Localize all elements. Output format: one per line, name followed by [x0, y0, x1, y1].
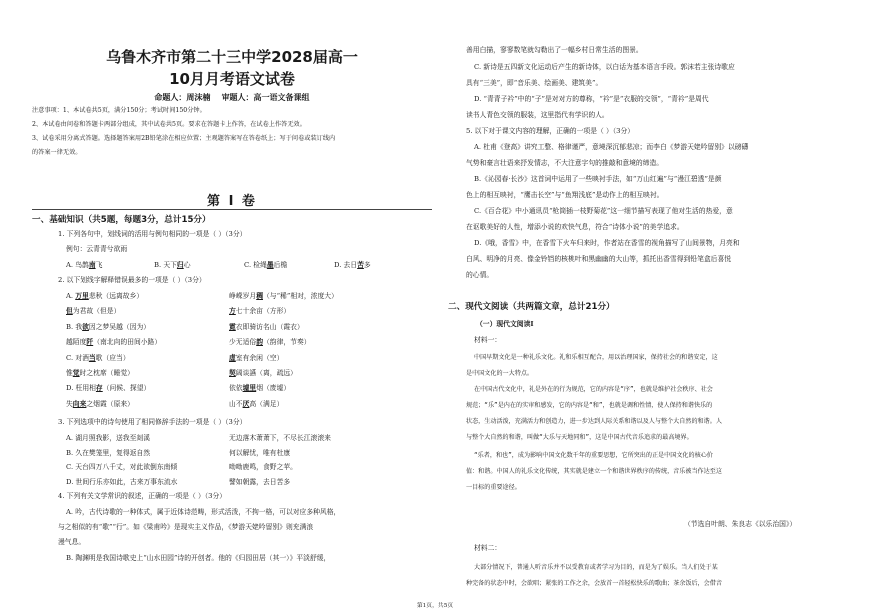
- option-text: 为君故（但是）: [72, 307, 121, 316]
- option-text: C. 对酒: [66, 353, 89, 362]
- option-text: 高（满足）: [249, 399, 284, 408]
- q2-option-right: [229, 352, 283, 362]
- q3-option-left: A. 湖月照我影，送我至剡溪: [66, 434, 150, 442]
- option-text: （问候、探望）: [102, 384, 151, 393]
- q2-option-right: [229, 398, 283, 408]
- underlined-term: 向来: [72, 399, 87, 408]
- note-line: 3、试卷采用分离式答题。选择题答案用2B铅笔涂在相应位置；主观题答案写在答卷纸上；写于问卷或装订线内: [32, 135, 336, 142]
- q4-stem: 4. 下列有关文学常识的叙述，正确的一项是（ ）（3分）: [58, 492, 227, 500]
- option-text: C. 检绳: [244, 261, 267, 269]
- q5-option-d-line1: D.《哦，香雪》中，在香雪下火车归来时，作者站在香雪的视角描写了山间景物，月亮和: [474, 239, 740, 247]
- option-text: A.: [66, 292, 76, 300]
- q1-example: 例句：云青青兮欲雨: [66, 245, 128, 253]
- q4-option-a-line1: A. 吟，古代诗歌的一种体式，属于近体诗范畴，形式活泼，不拘一格，可以对应多种风格，: [66, 508, 341, 516]
- q2-option-left: [66, 398, 134, 408]
- option-text: 之烟霞（原来）: [86, 399, 134, 408]
- material1-p2-line4: 与整个大自然的和谐，叫做“大乐与天地同和”，这是中国古代音乐追求的最高境界。: [466, 434, 693, 441]
- q1-option-a: [66, 259, 102, 269]
- q3-option-right: 呦呦鹿鸣，食野之苹。: [229, 463, 297, 472]
- q2-option-right: [229, 382, 290, 392]
- underlined-term: 霓: [229, 322, 236, 331]
- underlined-term: 当: [88, 353, 96, 362]
- underlined-term: 归: [176, 261, 184, 269]
- option-text: 惟: [66, 369, 73, 377]
- section2-heading: 二、现代文阅读（共两篇文章，总计21分）: [448, 302, 615, 312]
- q1-option-b: [154, 259, 191, 269]
- material1-p2-line2: 规范；“乐”是内在的实审和感发，它的内容是“和”，也就是调和性情，使人保持和谐快乐的: [466, 402, 713, 409]
- section1-heading: 一、基础知识（共5题，每题3分，总计15分）: [32, 215, 211, 225]
- q2-option-right: [229, 305, 290, 315]
- underlined-term: 苦: [357, 261, 364, 269]
- note-line: 的答案一律无效。: [32, 149, 82, 156]
- q5-option-a-line2: 气势和豪言壮语来抒发情志，不大注意字句的推敲和意境的缔造。: [466, 159, 664, 167]
- underlined-term: 方: [229, 307, 236, 316]
- option-text: （与“稀”相对，浓度大）: [262, 292, 338, 300]
- q1-stem: 1. 下列各句中，划线词的活用与例句相同的一项是（ ）（3分）: [58, 230, 247, 238]
- q4-option-a-line2: 与之相似的有“歌”“行”。如《梁甫吟》是现实主义作品，《梦游天姥吟留别》则充满浪: [58, 523, 314, 531]
- material2-p1-line2: 种完备的状态中时，会欲唱；紧张的工作之余，会放首一首轻松快乐的歌曲；茶余饭后，会借音: [466, 580, 722, 587]
- option-text: 山不: [229, 399, 243, 408]
- q5-option-c-line2: 在讴歌美好的人性，增添小说的欢快气息，符合“诗体小说”的美学追求。: [466, 223, 684, 231]
- q3-option-right: 何以解忧，唯有杜康: [229, 448, 291, 457]
- material1-p3-line2: 值：和谐。中国人的礼乐文化传统，其实就是建立一个和谐世界秩序的传统，音乐被当作达至这: [466, 468, 722, 475]
- material1-p2-line1: 在中国古代文化中，礼是外在的行为规范，它的内容是“序”，也就是维护社会秩序、社会: [474, 386, 713, 393]
- material1-label: 材料一：: [474, 336, 502, 344]
- q2-option-right: [229, 321, 304, 331]
- option-text: 后檐: [273, 261, 288, 269]
- author: 命题人：周沫楠: [154, 93, 211, 102]
- underlined-term: 欲: [82, 322, 89, 331]
- option-text: 歌（应当）: [95, 353, 130, 362]
- material1-p1-line1: 中国早期文化是一种礼乐文化。礼和乐相互配合，用以治理国家，保持社会的和谐安定，这: [474, 354, 718, 361]
- underlined-term: 墨: [266, 261, 274, 269]
- exam-title-line2: 10月月考语文试卷: [169, 70, 295, 88]
- option-text: （韵律，节奏）: [262, 338, 311, 347]
- q3-option-left: C. 天台四万八千丈，对此欲倒东南倾: [66, 463, 178, 472]
- underlined-term: 存: [95, 384, 103, 393]
- underlined-term: 墟里: [242, 384, 257, 393]
- material1-p1-line2: 是中国文化的一大特点。: [466, 370, 534, 377]
- q2-option-left: [66, 321, 150, 331]
- q5-option-a-line1: A. 杜甫《登高》讲究工整、格律谨严，意境深沉郁悲凉；而李白《梦游天姥吟留别》以磅礴: [474, 143, 749, 151]
- underlined-term: 虚: [229, 353, 236, 362]
- option-text: 失: [66, 399, 73, 408]
- option-text: 少无适俗: [229, 338, 257, 347]
- q2-option-right: [229, 367, 297, 377]
- option-text: 心: [183, 261, 191, 269]
- q2-option-left: [66, 382, 150, 392]
- q5-stem: 5. 以下对于课文内容的理解，正确的一项是（ ）（3分）: [466, 127, 635, 135]
- underlined-term: 阡: [86, 338, 94, 347]
- q4-option-b-line2: 善用白描，寥寥数笔就勾勒出了一幅乡村日常生活的图景。: [466, 46, 643, 54]
- underlined-term: 觉: [72, 369, 80, 377]
- q2-option-left: [66, 367, 134, 377]
- option-text: 峥嵘岁月: [229, 292, 257, 300]
- material2-label: 材料二：: [474, 544, 502, 552]
- option-text: 时之枕席（睡觉）: [79, 369, 134, 377]
- q3-option-left: B. 久在樊笼里，复得返自然: [66, 448, 151, 457]
- exam-title-line1: 乌鲁木齐市第二十三中学2028届高一: [106, 48, 358, 66]
- material1-p2-line3: 状态，生动活泼，充满活力和创造力，进一步达到人际关系和谐以及人与整个大自然的和谐。人: [466, 418, 722, 425]
- q2-option-right: [229, 336, 311, 346]
- option-text: 衣即骑访名山（霞衣）: [235, 322, 304, 331]
- q4-option-d-line2: 读书人青色交领的服装，这里指代有学识的人。: [466, 111, 609, 119]
- q2-option-right: [229, 290, 338, 300]
- underlined-term: 稠: [256, 292, 263, 300]
- q3-stem: 3. 下列选项中的诗句使用了相同修辞手法的一项是（ ）（3分）: [58, 418, 247, 426]
- q1-option-c: [244, 259, 287, 269]
- underlined-term: 万里: [75, 292, 89, 300]
- q5-option-c-line1: C.《百合花》中小通讯员“枪筒插一枝野菊花”这一细节描写表现了他对生活的热爱，意: [474, 207, 733, 215]
- note-line: 2、本试卷由问卷和答题卡两部分组成，其中试卷共5页。要求在答题卡上作答，在试卷上作答无效。: [32, 121, 306, 128]
- note-line: 注意事项：1、本试卷共5页，满分150分；考试时间150分钟。: [32, 107, 206, 114]
- material1-source: （节选自叶朗、朱良志《以乐治国》）: [684, 520, 797, 528]
- volume-divider: [32, 209, 432, 210]
- q4-option-b-line1: B. 陶渊明是我国诗歌史上“山水田园”诗的开创者。他的《归园田居（其一）》平淡舒缓，: [66, 554, 331, 562]
- section2-subheading: （一）现代文阅读Ⅰ: [476, 320, 534, 328]
- q2-option-left: [66, 290, 143, 300]
- q5-option-d-line3: 的心情。: [466, 271, 494, 279]
- option-text: B. 天下: [154, 261, 177, 269]
- option-text: 阔谈讌（离，疏远）: [235, 369, 297, 377]
- q3-option-right: 无边落木萧萧下，不尽长江滚滚来: [229, 434, 331, 442]
- option-text: B. 我: [66, 322, 83, 331]
- option-text: D. 去日: [334, 261, 358, 269]
- q2-option-left: [66, 336, 161, 346]
- material1-p3-line3: 一目标的重要途径。: [466, 484, 521, 491]
- underlined-term: 南: [88, 261, 96, 269]
- q4-option-a-line3: 漫气息。: [58, 538, 86, 546]
- q5-option-b-line2: 色上的相互映衬，“鹰击长空”与“鱼翔浅底”是动作上的相互映衬。: [466, 191, 664, 199]
- q2-option-left: [66, 352, 130, 362]
- option-text: （南北向的田间小路）: [93, 338, 162, 347]
- q2-option-left: [66, 305, 120, 315]
- option-text: 飞: [95, 261, 103, 269]
- q2-stem: 2. 以下划线字解释错误最多的一项是（ ）（3分）: [58, 276, 206, 284]
- option-text: 多: [363, 261, 371, 269]
- exam-notes: [32, 104, 432, 160]
- option-text: 悲秋（远离故乡）: [88, 292, 144, 300]
- option-text: 七十余亩（方形）: [235, 307, 291, 316]
- underlined-term: 厌: [242, 399, 250, 408]
- option-text: 依依: [229, 384, 243, 393]
- q1-option-d: [334, 259, 371, 269]
- underlined-term: 韵: [256, 338, 263, 347]
- volume-title: 第 Ⅰ 卷: [207, 194, 257, 209]
- page-footer: 第1页，共5页: [416, 603, 454, 609]
- q4-option-d-line1: D. “青青子衿”中的“子”是对对方的尊称，“衿”是“衣服的交领”，“青衿”是周代: [474, 95, 709, 103]
- underlined-term: 契: [229, 369, 236, 377]
- q5-option-b-line1: B.《沁园春·长沙》这首词中运用了一些映衬手法，如“万山红遍”与“漫江碧透”是颜: [474, 175, 722, 183]
- q3-option-left: D. 世间行乐亦如此，古来万事东流水: [66, 477, 178, 486]
- q3-option-right: 譬如朝露，去日苦多: [229, 477, 291, 486]
- q5-option-d-line2: 白风、明净的月亮、像金铃铛的核桃叶和黑幽幽的大山等，抓托出香雪得到铅笔盒后喜悦: [466, 255, 732, 263]
- author-line: [32, 92, 432, 103]
- option-text: 越陌度: [66, 338, 87, 347]
- material2-p1-line1: 大部分情况下，普通人听音乐并不以受教育或者学习为目的，而是为了娱乐。当人们处于某: [474, 564, 718, 571]
- q4-option-c-line1: C. 新诗是五四新文化运动后产生的新诗体，以白话为基本语言手段。郭沫若主张诗歌应: [474, 63, 735, 71]
- option-text: D. 枉用相: [66, 384, 96, 393]
- q4-option-c-line2: 具有“三美”，即“音乐美、绘画美、建筑美”。: [466, 79, 603, 87]
- material1-p3-line1: “乐者，和也”，成为影响中国文化数千年的重要思想，它所突出的正是中国文化的核心价: [474, 452, 713, 459]
- reviewer: 审题人：高一语文备课组: [221, 93, 310, 102]
- underlined-term: 但: [66, 307, 73, 316]
- option-text: 烟（废墟）: [256, 384, 291, 393]
- option-text: A. 鸟鹊: [66, 261, 89, 269]
- option-text: 因之梦吴越（因为）: [88, 322, 151, 331]
- option-text: 室有余闲（空）: [235, 353, 284, 362]
